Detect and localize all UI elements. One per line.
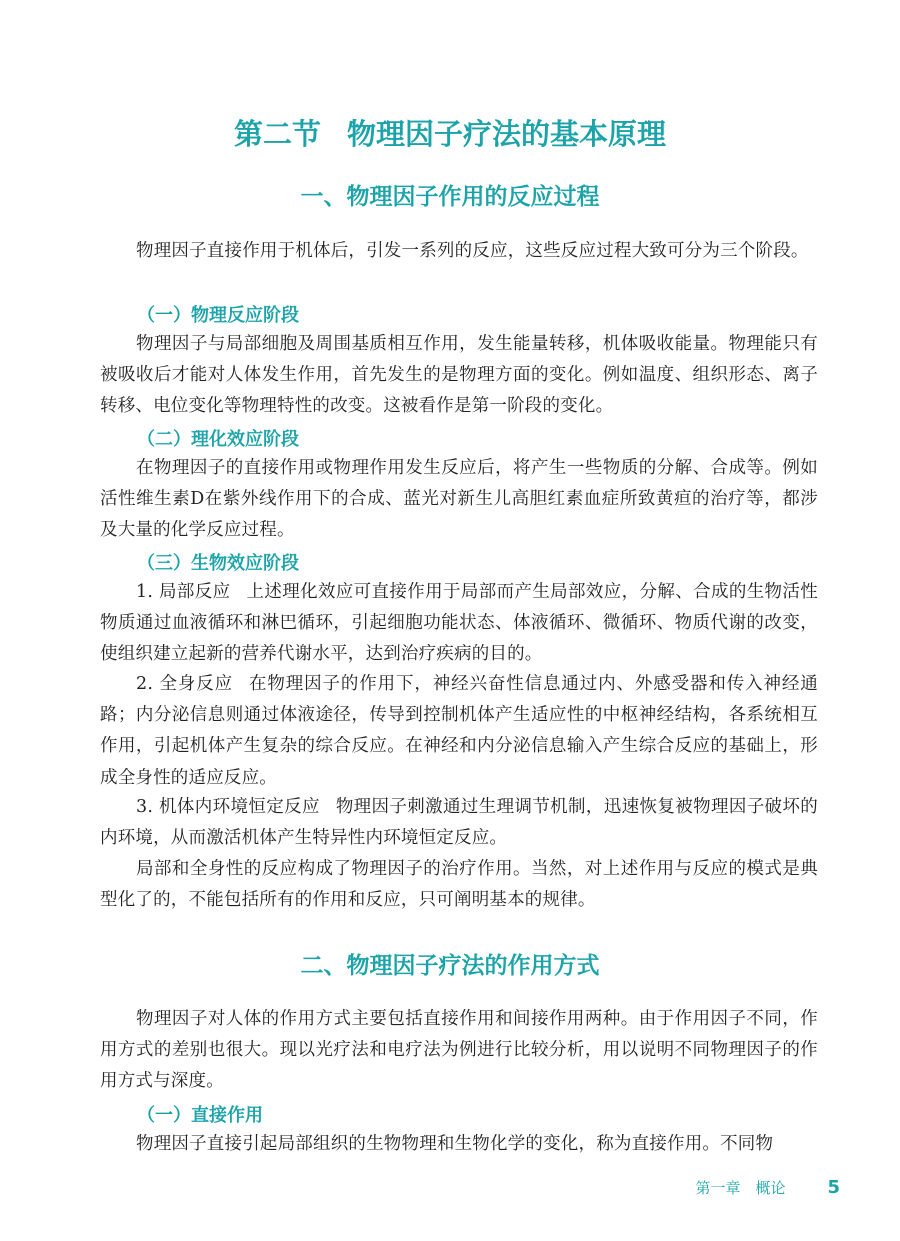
paragraph-part2-intro: 物理因子对人体的作用方式主要包括直接作用和间接作用两种。由于作用因子不同，作用方式的差别也很大。现以光疗法和电疗法为例进行比较分析，用以说明不同物理因子的作用方式与深度。 <box>100 1009 818 1092</box>
paragraph-physical-stage: 物理因子与局部细胞及周围基质相互作用，发生能量转移，机体吸收能量。物理能只有被吸收后才能对人体发生作用，首先发生的是物理方面的变化。例如温度、组织形态、离子转移、电位变化等物理特性的改变。这被看作是第一阶段的变化。 <box>100 334 818 417</box>
page-number: 5 <box>827 1177 840 1198</box>
subheading-physicochemical-stage: （二）理化效应阶段 <box>137 429 299 450</box>
section-title <box>100 112 800 153</box>
subheading-biological-stage: （三）生物效应阶段 <box>137 553 299 574</box>
paragraph-physicochemical-stage: 在物理因子的直接作用或物理作用发生反应后，将产生一些物质的分解、合成等。例如活性维生素D在紫外线作用下的合成、蓝光对新生儿高胆红素血症所致黄疸的治疗等，都涉及大量的化学反应过程。 <box>100 458 818 541</box>
paragraph-local-reaction <box>100 577 818 671</box>
footer-chapter: 第一章 概论 <box>695 1179 786 1197</box>
heading-part2: 二、物理因子疗法的作用方式 <box>300 953 600 979</box>
section-title-text: 物理因子疗法的基本原理 <box>347 117 667 151</box>
section-number: 第二节 <box>233 117 321 151</box>
paragraph-homeostasis-reaction <box>100 792 818 854</box>
paragraph-systemic-reaction <box>100 669 818 794</box>
subheading-physical-stage: （一）物理反应阶段 <box>137 305 299 326</box>
paragraph-part1-intro: 物理因子直接作用于机体后，引发一系列的反应，这些反应过程大致可分为三个阶段。 <box>136 241 809 261</box>
subheading-direct-effect: （一）直接作用 <box>137 1105 263 1126</box>
paragraph-direct-effect: 物理因子直接引起局部组织的生物物理和生物化学的变化，称为直接作用。不同物 <box>136 1134 774 1154</box>
item-label-local: 1. 局部反应 <box>136 582 231 602</box>
heading-part1: 一、物理因子作用的反应过程 <box>300 184 600 210</box>
paragraph-summary: 局部和全身性的反应构成了物理因子的治疗作用。当然，对上述作用与反应的模式是典型化了的，不能包括所有的作用和反应，只可阐明基本的规律。 <box>100 859 818 911</box>
item-text-local: 上述理化效应可直接作用于局部而产生局部效应，分解、合成的生物活性物质通过血液循环和淋巴循环，引起细胞功能状态、体液循环、微循环、物质代谢的改变，使组织建立起新的营养代谢水平，达到治疗疾病的目的。 <box>100 582 818 665</box>
item-text-systemic: 在物理因子的作用下，神经兴奋性信息通过内、外感受器和传入神经通路；内分泌信息则通过体液途径，传导到控制机体产生适应性的中枢神经结构，各系统相互作用，引起机体产生复杂的综合反应。在神经和内分泌信息输入产生综合反应的基础上，形成全身性的适应反应。 <box>100 674 818 788</box>
item-label-systemic: 2. 全身反应 <box>136 674 234 694</box>
item-label-homeostasis: 3. 机体内环境恒定反应 <box>136 797 320 817</box>
item-text-homeostasis: 物理因子刺激通过生理调节机制，迅速恢复被物理因子破坏的内环境，从而激活机体产生特异性内环境恒定反应。 <box>100 797 818 849</box>
page-footer <box>695 1177 840 1198</box>
